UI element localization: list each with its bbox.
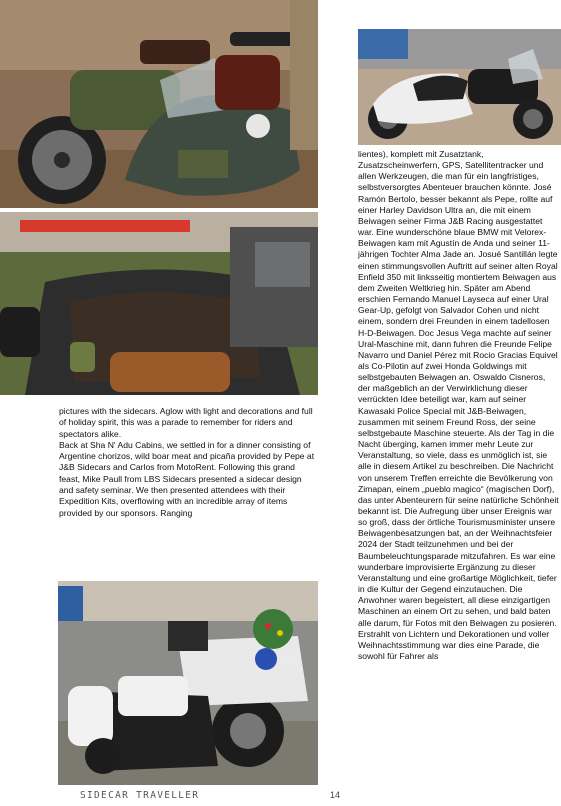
- english-article-text: pictures with the sidecars. Aglow with light and decorations and full of holiday spirit, this was a parade to remember for riders and spectators alike. Back at Sha N' Adu Cabins, we settled in for a dinner consisting of Argentine chorizos, wild boar meat and picaña provided by Pepe at J&B Sidecars and Carlos from MotoRent. Following this grand feast, Mike Paull from LBS Sidecars presented a sidecar design and safety seminar. We then presented attendees with their Expedition Kits, overflowing with an incredible array of items provided by our sponsors. Ranging: [59, 406, 315, 518]
- motorcycle-sidecar-black-white-photo: [358, 29, 561, 145]
- english-article-column: [59, 406, 316, 519]
- police-motorcycle-sidecar-photo: [58, 581, 318, 785]
- german-article-text: lientes), komplett mit Zusatztank, Zusatzscheinwerfern, GPS, Satellitentracker und allen Werkzeugen, die man für ein langfristiges, selbstversorgtes Abenteuer brauchen könnte. José Ramón Bertolo, besser bekannt als Pepe, rollte auf einer Harley Davidson Ultra an, die mit einem Beiwagen seiner Firma J&B Racing ausgestattet war. Eine wunderschöne blaue BMW mit Velorex-Beiwagen kam mit Agustín de Anda und seiner 11-jährigen Tochter Alma Jade an. Josué Santillán legte einen stimmungsvollen Auftritt auf seiner alten Royal Enfield 350 mit linksseitig montiertem Beiwagen aus dem Zweiten Weltkrieg hin. Später am Abend erschien Fernando Manuel Layseca auf einer Ural Gear-Up, gefolgt von Salvador Cohen und nicht einem, sondern drei Freunden in einem tadellosen H-D-Beiwagen. Doc Jesus Vega machte auf seiner Ural-Maschine mit, dann fuhren die Freunde Felipe Navarro und Daniel Pérez mit Rocio Gracias Equivel als Co-Pilotin auf zwei Honda Goldwings mit selbstgebauten Beiwagen an. Oswaldo Cisneros, der maßgeblich an der Verwirklichung dieser verrückten Idee beteiligt war, kam auf seiner Kawasaki Police Special mit J&B-Beiwagen, zusammen mit seinem Freund Ross, der seine selbstgebaute Maschine steuerte. Als der Tag in die Nacht überging, kamen immer mehr Leute zur Veranstaltung, so viele, dass es unmöglich ist, sie alle in diesem Artikel zu beschreiben. Die Nachricht von unserem Treffen erreichte die Bevölkerung von Zimapan, einem „pueblo magico“ (magischen Dorf), das unter Abenteurern für seine natürliche Schönheit bekannt ist. Die Aufregung über unser Ereignis war so groß, dass der örtliche Tourismusminister unsere Beiwagenbesatzungen bat, an der Weihnachtsfeier 2024 der Stadt teilzunehmen und bei der Baumbeleuchtungsparade mitzufahren. Es war eine wunderbare improvisierte Ergänzung zu dieser Veranstaltung und eine großartige Möglichkeit, tiefer in die Kultur der Gegend einzutauchen. Die Anwohner waren begeistert, all diese einzigartigen Maschinen an einem Ort zu sehen, und bald baten alle darum, für Fotos mit den Beiwagen zu posieren. Erstrahlt von Lichtern und Dekorationen und voller Weihnachtsstimmung war dies eine Parade, die sowohl für Fahrer als: [358, 149, 559, 662]
- sidecar-interior-photo: [0, 212, 318, 395]
- photo-middle-left: [0, 212, 318, 395]
- photo-bottom-left: [58, 581, 318, 785]
- motorcycle-sidecar-green-photo: [0, 0, 318, 208]
- page-number: 14: [330, 790, 341, 800]
- photo-top-left: [0, 0, 318, 208]
- photo-top-right: [358, 29, 561, 145]
- magazine-title: SIDECAR TRAVELLER: [80, 790, 200, 801]
- german-article-column: [358, 149, 560, 662]
